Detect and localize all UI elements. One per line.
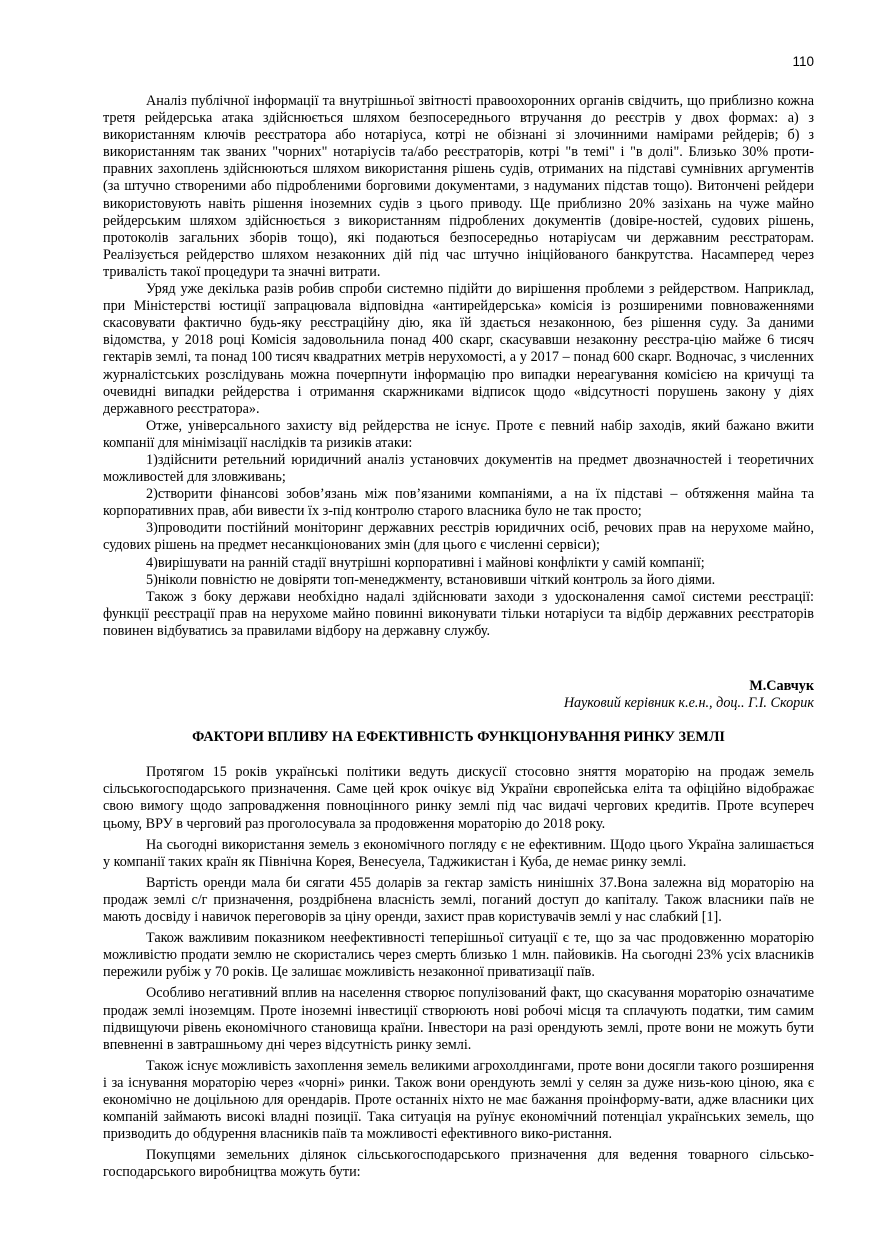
paragraph: На сьогодні використання земель з економічного погляду є не ефективним. Щодо цього Україна залишається у компанії таких країн як Північна Корея, Венесуела, Таджикистан і Куба, де немає ринку землі.: [103, 836, 814, 870]
list-item: 1)здійснити ретельний юридичний аналіз установчих документів на предмет двозначностей і теоретичних можливостей для зловживань;: [103, 451, 814, 486]
paragraph: Також важливим показником неефективності теперішньої ситуації є те, що за час продовженню мораторію можливістю продати землю не скористались через смерть близько 1 млн. пайовиків. На сьогодні 23% усіх власників пережили рубіж у 70 років. Це залишає можливість незаконної приватизації паїв.: [103, 930, 814, 981]
list-item: 5)ніколи повністю не довіряти топ-менеджменту, встановивши чіткий контроль за його діями.: [146, 571, 716, 588]
paragraph: Також існує можливість захоплення земель великими агрохолдингами, проте вони досягли такого розширення і за існування мораторію через «чорні» ринки. Також вони орендують землі у селян за дуже низь-кою ціною, яка є економічно не доцільною для орендарів. Проте останніх ніхто не має бажання проінформу-вати, адже власники цих компаній займають високі владні позиції. Така ситуація на руїнує економічний потенціал українських земель, що призводить до обдурення власників паїв та можливості ефективного вико-ристання.: [103, 1057, 815, 1143]
list-item: 3)проводити постійний моніторинг державних реєстрів юридичних осіб, речових прав на нерухоме майно, судових рішень на предмет несанкціонованих змін (для цього є численні сервіси);: [103, 520, 814, 554]
page-content: [103, 93, 814, 1181]
paragraph: Особливо негативний вплив на населення створює популізований факт, що скасування мораторію означатиме продаж землі іноземцям. Проте іноземні інвестиції створюють нові робочі місця та сплачують податки, тим самим підвищуючи рівень економічного становища країни. Інвестори на разі орендують землі, проте вони не можуть бути впевненні в завтрашньому дні через відсутність ринку землі.: [103, 985, 814, 1053]
page-number: 110: [792, 54, 814, 69]
article-supervisor: Науковий керівник к.е.н., доц.. Г.І. Скорик: [563, 695, 814, 712]
section-spacer: [103, 640, 814, 678]
paragraph: Покупцями земельних ділянок сільськогосподарського призначення для ведення товарного сільсько-господарського виробництва можуть бути:: [103, 1147, 814, 1181]
article-author: М.Савчук: [749, 678, 814, 694]
list-item: 4)вирішувати на ранній стадії внутрішні корпоративні і майнові конфлікти у самій компанії;: [146, 554, 705, 571]
paragraph: Вартість оренди мала би сягати 455 доларів за гектар замість нинішніх 37.Вона залежна від мораторію на продаж землі с/г призначення, роздрібнена власність землі, поганий доступ до капіталу. Також власники паїв не мають досвіду і навичок переговорів за ціну оренди, захист прав користувачів землі у нас слабкий [1].: [103, 874, 814, 926]
list-item: 2)створити фінансові зобов’язань між пов’язаними компаніями, а на їх підставі – обтяження майна та корпоративних прав, аби вивести їх з-під контролю старого власника було не так просто;: [103, 486, 814, 520]
paragraph: Отже, універсального захисту від рейдерства не існує. Проте є певний набір заходів, який бажано вжити компанії для мінімізації наслідків та ризиків атаки:: [103, 417, 814, 451]
paragraph: Протягом 15 років українські політики ведуть дискусії стосовно зняття мораторію на продаж земель сільськогосподарського призначення. Саме цей крок очікує від України європейська еліта та офіційно відображає свою вимогу щодо запровадження повноцінного ринку землі під час видачі чергових кредитів. Проте всупереч цьому, ВРУ в черговий раз проголосувала за продовження мораторію до 2018 року.: [103, 764, 814, 832]
paragraph: Також з боку держави необхідно надалі здійснювати заходи з удосконалення самої системи реєстрації: функції реєстрації прав на нерухоме майно повинні виконувати тільки нотаріуси та відбір державних реєстраторів повинен відбуватись за правилами відбору на державну службу.: [103, 588, 814, 639]
paragraph: Уряд уже декілька разів робив спроби системно підійти до вирішення проблеми з рейдерством. Наприклад, при Міністерстві юстиції запрацювала відповідна «антирейдерська» комісія із розширеними повноваженнями скасовувати фактично будь-яку реєстраційну дію, яка їй здається незаконною, без рішення суду. За даними відомства, у 2018 році Комісія задовольнила понад 400 скарг, скасувавши незаконну реєстра-цію майже 6 тисяч гектарів землі, та понад 100 тисяч квадратних метрів нерухомості, а у 2017 – понад 600 скарг. Водночас, з численних журналістських розслідувань можна почерпнути інформацію про випадки нереагування комісією на кричущі та очевидні випадки рейдерства і отримання скаржниками відписок щодо «відсутності порушень закону у діях державного реєстратора».: [103, 281, 814, 417]
paragraph: Аналіз публічної інформації та внутрішньої звітності правоохоронних органів свідчить, що приблизно кожна третя рейдерська атака здійснюється шляхом безпосереднього втручання до реєстрів у двох формах: а) з використанням ключів реєстратора або нотаріуса, котрі не обізнані зі злочинними намірами рейдерів; б) з використанням так званих "чорних" нотаріусів та/або реєстраторів, котрі "в темі" і "в долі". Близько 30% проти-правних захоплень здійснюються шляхом використання рішень судів, отриманих на підставі сумнівних аргументів (за штучно створеними або підробленими борговими документами, з надуманих підстав тощо). Витончені рейдери використовують навіть рішення іноземних судів з цього приводу. Ще приблизно 20% зазіхань на чуже майно рейдерським шляхом здійснюється з використанням підроблених документів (довіре-ностей, судових рішень, протоколів загальних зборів тощо), які подаються безпосередньо нотаріусам чи державним реєстраторам. Реалізується рейдерство шляхом незаконних дій під час штучно ініційованого банкрутства. Насамперед через тривалість такої процедури та значні витрати.: [103, 93, 814, 280]
article-title: ФАКТОРИ ВПЛИВУ НА ЕФЕКТИВНІСТЬ ФУНКЦІОНУВАННЯ РИНКУ ЗЕМЛІ: [192, 729, 725, 746]
